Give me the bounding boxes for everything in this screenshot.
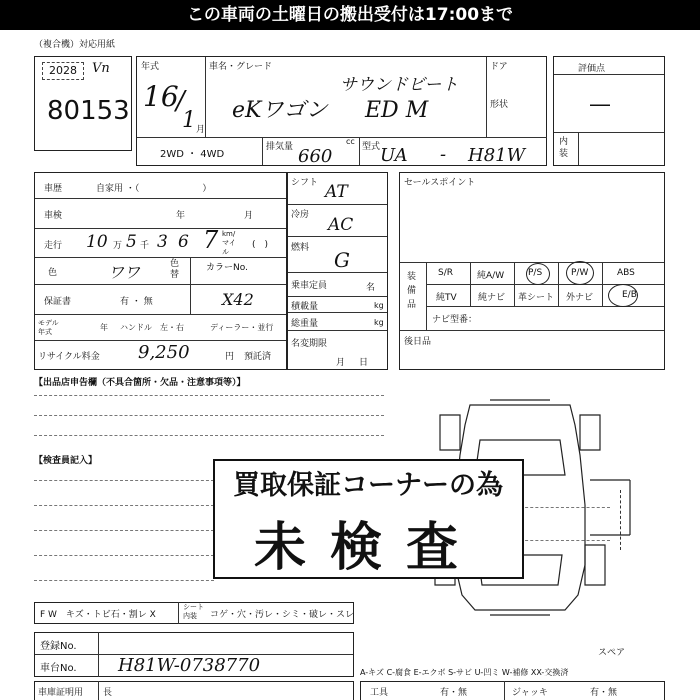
registration-label: 登録No.	[40, 641, 77, 652]
inspection-month-unit: 月	[244, 211, 254, 221]
equip-abs: ABS	[617, 268, 635, 278]
model-sep: -	[440, 144, 447, 165]
era-year: 16	[143, 80, 179, 113]
equip-eb: E/B	[622, 290, 637, 300]
handle-value: ハンドル 左・右	[120, 323, 184, 332]
mileage-d3: 3	[157, 232, 168, 252]
mileage-d2: 5	[126, 232, 137, 252]
capacity-unit: 名	[366, 283, 376, 293]
spare-label: スペア	[598, 648, 626, 658]
recycle-value: 9,250	[138, 342, 190, 363]
stamp-line2: 未検査	[253, 518, 482, 578]
car-name: eKワゴン	[232, 98, 328, 123]
chassis-value: H81W-0738770	[118, 655, 261, 676]
mileage-label: 走行	[44, 241, 63, 251]
car-name-label: 車名・グレード	[209, 62, 273, 72]
ac-value: AC	[328, 215, 354, 235]
mileage-d5: 7	[203, 226, 219, 254]
color-label: 色	[48, 268, 58, 278]
equip-pw: P/W	[571, 268, 589, 278]
door-label: ドア	[490, 62, 508, 72]
displacement-unit: cc	[346, 137, 355, 146]
recycle-label: リサイクル料金	[38, 352, 100, 362]
color-no-label: カラーNo.	[206, 263, 248, 273]
grade-line2: ED M	[365, 98, 429, 123]
jack-label: ジャッキ	[512, 688, 548, 698]
lot-code: 2028	[42, 62, 84, 80]
displacement-value: 660	[298, 146, 333, 167]
grade-line1: サウンドビート	[340, 75, 459, 95]
equip-tv: 純TV	[436, 293, 457, 303]
equip-aw: 純A/W	[477, 271, 505, 281]
history-label: 車歴	[44, 184, 63, 194]
equip-pw-circle	[566, 261, 594, 285]
color-value: ワワ	[108, 263, 141, 282]
equip-ps: P/S	[528, 268, 543, 278]
cert-unit: 長	[103, 688, 113, 698]
mileage-d4: 6	[178, 232, 189, 252]
seller-notes-label: 【出品店申告欄（不具合箇所・欠品・注意事項等）】	[34, 378, 246, 388]
rating-value: ―	[590, 92, 610, 116]
inspection-year-unit: 年	[176, 211, 186, 221]
warranty-value: 有 ・ 無	[120, 297, 153, 307]
equip-sr: S/R	[438, 268, 453, 278]
history-value: 自家用 ・（ ）	[96, 184, 212, 194]
year-slash: /	[176, 86, 185, 116]
name-change-unit: 月日	[336, 358, 383, 368]
damage-legend: A-キズ C-腐食 E-エクボ S-サビ U-凹ミ W-補修 XX-交換済	[360, 668, 569, 677]
weight-unit: kg	[374, 318, 384, 327]
recycle-note: 預託済	[244, 352, 272, 362]
ac-label: 冷房	[291, 210, 310, 220]
shift-label: シフト	[291, 178, 319, 188]
seat-label: シート内装	[183, 603, 204, 620]
capacity-label: 乗車定員	[291, 281, 328, 291]
later-label: 後日品	[404, 337, 432, 347]
fw-defects: F W キズ・トビ石・割レ X	[40, 610, 156, 620]
model-code: H81W	[468, 145, 526, 166]
color-swap-label: 色替	[170, 259, 180, 280]
equip-ext-navi: 外ナビ	[566, 293, 594, 303]
month-unit: 月	[196, 125, 206, 135]
inspector-label: 【検査員記入】	[34, 456, 98, 466]
sales-point-label: セールスポイント	[404, 178, 476, 188]
equip-eb-circle	[608, 284, 638, 307]
lot-number: 80153	[47, 96, 130, 126]
fuel-value: G	[334, 248, 350, 272]
shift-value: AT	[325, 182, 348, 202]
banner: この車両の土曜日の搬出受付は17:00まで	[0, 0, 700, 30]
mileage-paren: ( )	[252, 240, 269, 250]
model-year-unit: 年	[100, 323, 108, 332]
recycle-unit: 円	[225, 352, 235, 362]
cert-label: 車庫証明用	[38, 688, 84, 698]
fuel-label: 燃料	[291, 243, 310, 253]
navi-model-label: ナビ型番：	[432, 315, 478, 325]
tools-value: 有・無	[440, 688, 468, 698]
form-type-label: （複合機）対応用紙	[34, 40, 116, 50]
equipment-label: 装備品	[407, 272, 417, 310]
year-label: 年式	[141, 62, 160, 72]
name-change-label: 名変期限	[291, 339, 328, 349]
load-label: 積載量	[291, 302, 319, 312]
chassis-label: 車台No.	[40, 663, 77, 674]
displacement-label: 排気量	[266, 142, 294, 152]
shape-label: 形状	[490, 100, 509, 110]
rating-label: 評価点	[578, 64, 606, 74]
interior-label: 内装	[559, 137, 569, 159]
mileage-u2: 千	[140, 241, 150, 251]
inspection-label: 車検	[44, 211, 63, 221]
dealer-value: ディーラー・並行	[210, 323, 274, 332]
equip-navi: 純ナビ	[478, 293, 506, 303]
load-unit: kg	[374, 301, 384, 310]
drive-type: 2WD ・ 4WD	[160, 149, 225, 160]
color-no-value: X42	[222, 290, 254, 309]
equip-leather: 革シート	[518, 293, 555, 303]
mileage-u1: 万	[113, 241, 123, 251]
stamp-line1: 買取保証コーナーの為	[233, 470, 503, 501]
tools-label: 工具	[370, 688, 389, 698]
warranty-label: 保証書	[44, 297, 72, 307]
model-year-label: モデル年式	[38, 319, 59, 336]
month-value: 1	[182, 108, 196, 133]
lot-sub: Vn	[92, 61, 110, 76]
seat-defects: コゲ・穴・汚レ・シミ・破レ・スレ	[210, 610, 355, 620]
jack-value: 有・無	[590, 688, 618, 698]
equip-ps-circle	[526, 263, 550, 285]
mileage-unit: km/マイル	[222, 230, 236, 256]
model-label: 型式	[362, 142, 381, 152]
model-prefix: UA	[380, 145, 408, 166]
weight-label: 総重量	[291, 319, 319, 329]
mileage-d1: 10	[86, 232, 108, 252]
